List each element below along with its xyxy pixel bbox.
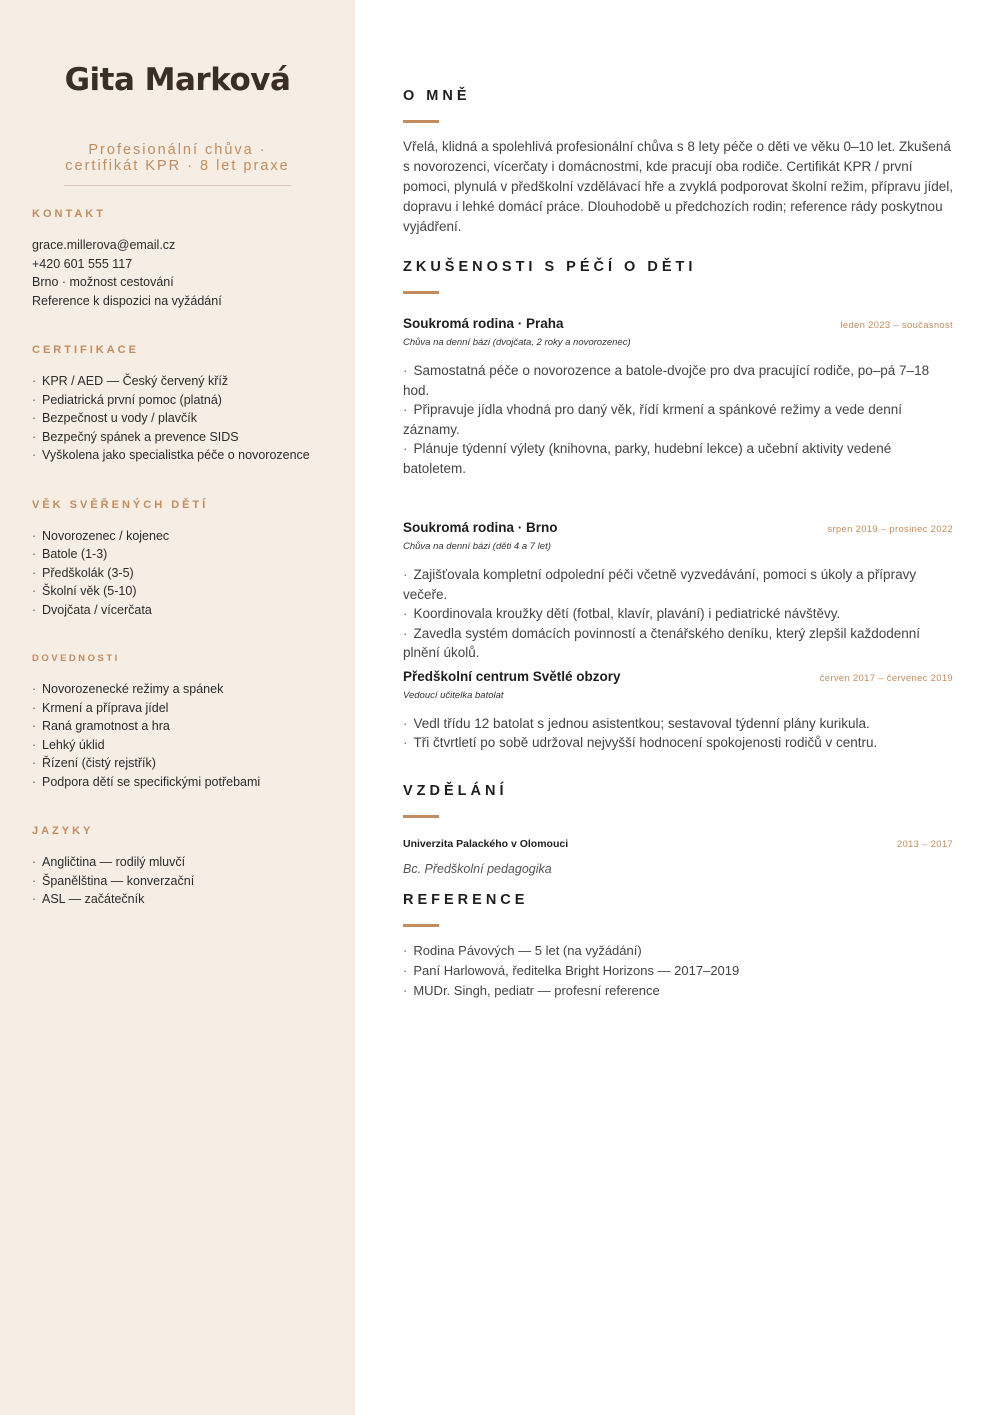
job-role: Vedoucí učitelka batolat	[403, 689, 504, 701]
job-role: Chůva na denní bázi (dvojčata, 2 roky a novorozenec)	[403, 337, 631, 348]
education-heading: VZDĚLÁNÍ	[403, 782, 508, 799]
list-item: · Lehký úklid	[32, 736, 323, 755]
contact-phone: +420 601 555 117	[32, 256, 133, 271]
section-accent	[403, 815, 439, 818]
job-role: Chůva na denní bázi (děti 4 a 7 let)	[403, 541, 551, 552]
job-entry	[403, 316, 953, 478]
list-item: · Zavedla systém domácích povinností a čtenářského deníku, který zlepšil každodenní plnění úkolů.	[403, 625, 921, 660]
list-item: · Krmení a příprava jídel	[32, 699, 323, 718]
job-dates: červen 2017 – červenec 2019	[819, 672, 953, 684]
child-ages-list	[32, 527, 323, 620]
skills-list	[32, 680, 323, 791]
about-text: Vřelá, klidná a spolehlivá profesionální chůva s 8 lety péče o děti ve věku 0–10 let. Zkušená s novorozenci, vícerčaty i domácnostmi, kde pracují oba rodiče. Certifikát KPR / první pomoci, plynulá v předškolní vzdělávací hře a zvyklá podporovat školní režim, přípravu jídel, dopravu i lehké domácí práce. Dlouhodobě u předchozích rodin; reference rády poskytnou vyjádření.	[403, 139, 954, 234]
education-dates: 2013 – 2017	[896, 838, 953, 850]
education-entry	[403, 838, 953, 850]
candidate-name: Gita Marková	[64, 62, 291, 98]
contact-email: grace.millerova@email.cz	[32, 238, 176, 252]
list-item: · Pediatrická první pomoc (platná)	[32, 391, 323, 410]
job-title: Soukromá rodina · Praha	[403, 316, 564, 331]
sidebar	[0, 0, 355, 1415]
list-item: · Vedl třídu 12 batolat s jednou asistentkou; sestavoval týdenní plány kurikula.	[403, 715, 870, 731]
certifications-list	[32, 372, 323, 465]
languages-heading: JAZYKY	[32, 825, 94, 837]
list-item: · Španělština — konverzační	[32, 872, 323, 891]
list-item: · Batole (1-3)	[32, 545, 323, 564]
list-item: · Dvojčata / vícerčata	[32, 601, 323, 620]
contact-references: Reference k dispozici na vyžádání	[32, 293, 222, 308]
list-item: · Podpora dětí se specifickými potřebami	[32, 773, 323, 792]
job-bullets	[403, 361, 953, 478]
child-ages-heading: VĚK SVĚŘENÝCH DĚTÍ	[32, 498, 209, 511]
list-item: · Tři čtvrtletí po sobě udržoval nejvyšší hodnocení spokojenosti rodičů v centru.	[403, 735, 878, 750]
job-bullets	[403, 565, 953, 663]
references-heading: REFERENCE	[403, 891, 529, 908]
experience-heading: ZKUŠENOSTI S PÉČÍ O DĚTI	[403, 259, 697, 275]
job-bullets	[403, 714, 953, 753]
certifications-heading: CERTIFIKACE	[32, 344, 139, 356]
job-dates: srpen 2019 – prosinec 2022	[827, 524, 953, 535]
job-title: Soukromá rodina · Brno	[403, 520, 558, 535]
list-item: · Paní Harlowová, ředitelka Bright Horizons — 2017–2019	[403, 962, 740, 978]
list-item: · KPR / AED — Český červený kříž	[32, 372, 323, 391]
list-item: · Řízení (čistý rejstřík)	[32, 754, 323, 773]
tagline-divider	[64, 185, 291, 186]
list-item: · Raná gramotnost a hra	[32, 717, 323, 736]
education-school: Univerzita Palackého v Olomouci	[403, 837, 569, 850]
list-item: · Plánuje týdenní výlety (knihovna, parky, hudební lekce) a učební aktivity vedené batoletem.	[403, 441, 892, 476]
list-item: · Angličtina — rodilý mluvčí	[32, 853, 323, 872]
list-item: · Rodina Pávových — 5 let (na vyžádání)	[403, 942, 642, 958]
section-accent	[403, 291, 439, 294]
contact-list	[32, 236, 323, 310]
list-item: · Koordinovala kroužky dětí (fotbal, klavír, plavání) i pediatrické návštěvy.	[403, 606, 841, 621]
list-item: · Vyškolena jako specialistka péče o novorozence	[32, 446, 323, 465]
list-item: · MUDr. Singh, pediatr — profesní reference	[403, 982, 660, 998]
job-dates: leden 2023 – současnost	[840, 320, 953, 331]
list-item: · Novorozenec / kojenec	[32, 527, 323, 546]
list-item: · Zajišťovala kompletní odpolední péči včetně vyzvedávání, pomoci s úkoly a přípravy večeře.	[403, 567, 917, 602]
job-title: Předškolní centrum Světlé obzory	[403, 668, 621, 684]
references-list	[403, 941, 953, 1001]
tagline: Profesionální chůva · certifikát KPR · 8 let praxe	[65, 142, 290, 174]
skills-heading: DOVEDNOSTI	[32, 653, 120, 664]
list-item: · Bezpečný spánek a prevence SIDS	[32, 428, 323, 447]
languages-list	[32, 853, 323, 909]
section-accent	[403, 924, 439, 927]
list-item: · Školní věk (5-10)	[32, 582, 323, 601]
list-item: · Předškolák (3-5)	[32, 564, 323, 583]
job-entry	[403, 669, 953, 753]
list-item: · Bezpečnost u vody / plavčík	[32, 409, 323, 428]
list-item: · Připravuje jídla vhodná pro daný věk, řídí krmení a spánkové režimy a vede denní záznamy.	[403, 402, 903, 437]
list-item: · ASL — začátečník	[32, 890, 323, 909]
main-content	[403, 0, 953, 1001]
section-accent	[403, 120, 439, 123]
list-item: · Novorozenecké režimy a spánek	[32, 680, 323, 699]
job-entry	[403, 520, 953, 663]
contact-location: Brno · možnost cestování	[32, 275, 174, 289]
list-item: · Samostatná péče o novorozence a batole-dvojče pro dva pracující rodiče, po–pá 7–18 hod.	[403, 363, 930, 398]
education-degree: Bc. Předškolní pedagogika	[403, 861, 552, 876]
contact-heading: KONTAKT	[32, 208, 106, 220]
about-heading: O MNĚ	[403, 88, 471, 104]
